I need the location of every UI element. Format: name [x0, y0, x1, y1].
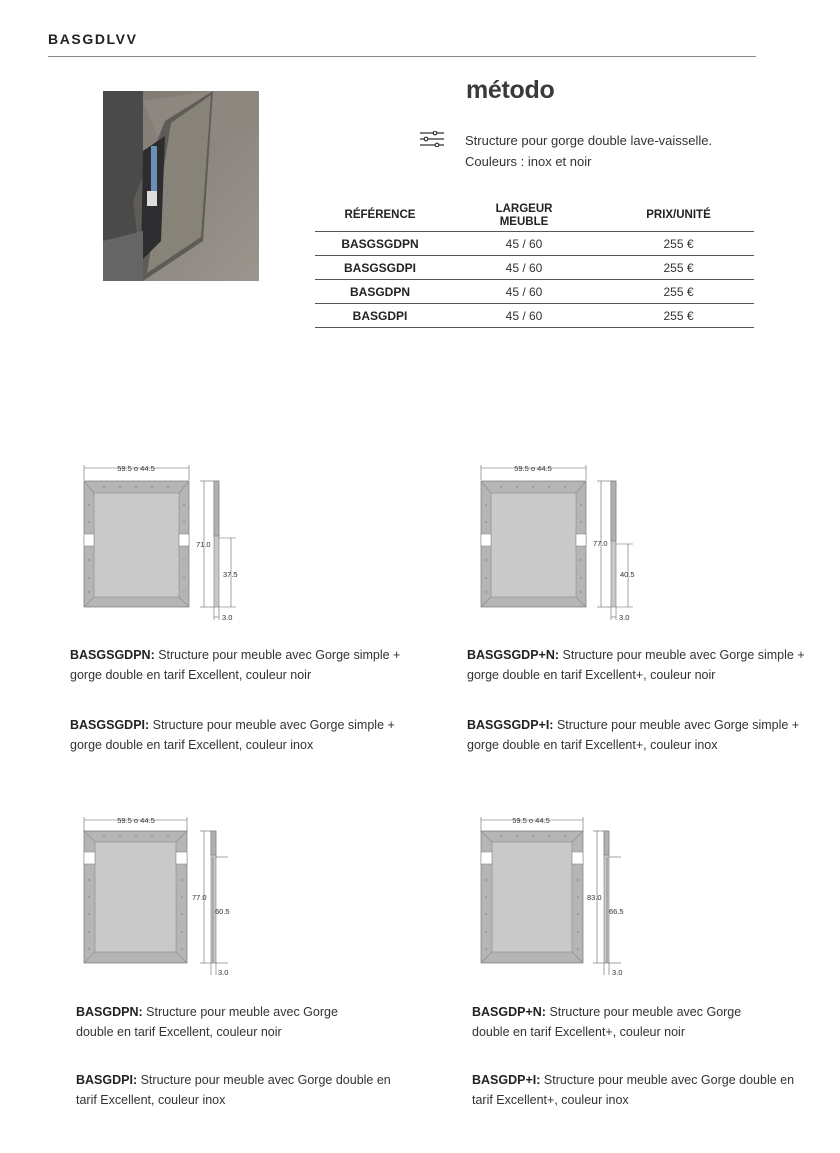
caption-code: BASGDP+N:	[472, 1005, 546, 1019]
header-reference: RÉFÉRENCE	[315, 200, 445, 232]
caption-basgdpi	[76, 1070, 401, 1110]
caption-code: BASGDPI:	[76, 1073, 138, 1087]
caption-code: BASGSGDP+I:	[467, 718, 554, 732]
dimension-height: 77.0	[192, 893, 207, 902]
dimension-profile: 37.5	[223, 570, 238, 579]
caption-code: BASGDP+I:	[472, 1073, 541, 1087]
header-width-line1: LARGEUR	[495, 202, 553, 215]
caption-code: BASGSGDPI:	[70, 718, 150, 732]
brand-logo: método	[466, 76, 555, 104]
dimension-depth: 3.0	[218, 968, 229, 977]
dimension-height: 71.0	[196, 540, 211, 549]
caption-basgsgdpn	[70, 645, 415, 685]
dimension-width: 59.5 o 44.5	[117, 816, 155, 825]
dimension-profile: 60.5	[215, 907, 230, 916]
caption-text: Structure pour meuble avec Gorge double en tarif Excellent+, couleur noir	[472, 1005, 742, 1039]
technical-drawing-basgsgdpn	[76, 460, 256, 625]
dimension-width: 59.5 o 44.5	[514, 464, 552, 473]
caption-basgsgdp-plus-i	[467, 715, 807, 755]
caption-code: BASGSGDPN:	[70, 648, 155, 662]
header-width	[445, 200, 603, 232]
header-width-line2: MEUBLE	[499, 215, 549, 228]
caption-code: BASGDPN:	[76, 1005, 143, 1019]
caption-basgdp-plus-i	[472, 1070, 802, 1110]
caption-code: BASGSGDP+N:	[467, 648, 560, 662]
cell-width: 45 / 60	[445, 232, 603, 256]
caption-text: Structure pour meuble avec Gorge simple + gorge double en tarif Excellent, couleur inox	[70, 718, 395, 752]
caption-basgdpn	[76, 1002, 376, 1042]
product-description	[465, 131, 712, 172]
technical-drawing-basgsgdp-plus	[473, 460, 653, 625]
caption-text: Structure pour meuble avec Gorge double en tarif Excellent+, couleur inox	[472, 1073, 795, 1107]
cell-price: 255 €	[603, 304, 754, 328]
description-line-2: Couleurs : inox et noir	[465, 153, 592, 169]
cell-width: 45 / 60	[445, 304, 603, 328]
caption-basgdp-plus-n	[472, 1002, 772, 1042]
caption-text: Structure pour meuble avec Gorge simple + gorge double en tarif Excellent+, couleur noir	[467, 648, 805, 682]
table-row	[315, 256, 754, 280]
caption-text: Structure pour meuble avec Gorge simple + gorge double en tarif Excellent, couleur noir	[70, 648, 401, 682]
cell-width: 45 / 60	[445, 256, 603, 280]
caption-basgsgdp-plus-n	[467, 645, 807, 685]
cell-reference: BASGSGDPI	[315, 256, 445, 280]
product-photo	[103, 91, 259, 281]
dimension-height: 77.0	[593, 539, 608, 548]
dimension-depth: 3.0	[619, 613, 630, 622]
cell-price: 255 €	[603, 232, 754, 256]
table-header-row	[315, 200, 754, 232]
caption-basgsgdpi	[70, 715, 415, 755]
table-row	[315, 232, 754, 256]
caption-text: Structure pour meuble avec Gorge double en tarif Excellent, couleur noir	[76, 1005, 338, 1039]
filter-sliders-icon	[420, 131, 444, 147]
dimension-depth: 3.0	[222, 613, 233, 622]
dimension-height: 83.0	[587, 893, 602, 902]
cell-reference: BASGDPN	[315, 280, 445, 304]
dimension-width: 59.5 o 44.5	[512, 816, 550, 825]
table-row	[315, 280, 754, 304]
dimension-profile: 40.5	[620, 570, 635, 579]
table-row	[315, 304, 754, 328]
description-line-1: Structure pour gorge double lave-vaisselle.	[465, 133, 713, 148]
dimension-profile: 66.5	[609, 907, 624, 916]
cell-width: 45 / 60	[445, 280, 603, 304]
header-price: PRIX/UNITÉ	[603, 200, 754, 232]
cell-price: 255 €	[603, 256, 754, 280]
price-table	[315, 200, 754, 328]
dimension-width: 59.5 o 44.5	[117, 464, 155, 473]
technical-drawing-basgdp-plus	[473, 812, 653, 977]
technical-drawing-basgdpn	[76, 812, 256, 977]
cell-price: 255 €	[603, 280, 754, 304]
dimension-depth: 3.0	[612, 968, 623, 977]
cell-reference: BASGDPI	[315, 304, 445, 328]
page-header-code: BASGDLVV	[48, 31, 138, 47]
cell-reference: BASGSGDPN	[315, 232, 445, 256]
caption-text: Structure pour meuble avec Gorge double en tarif Excellent, couleur inox	[76, 1073, 391, 1107]
header-divider	[48, 56, 756, 57]
caption-text: Structure pour meuble avec Gorge simple + gorge double en tarif Excellent+, couleur inox	[467, 718, 800, 752]
